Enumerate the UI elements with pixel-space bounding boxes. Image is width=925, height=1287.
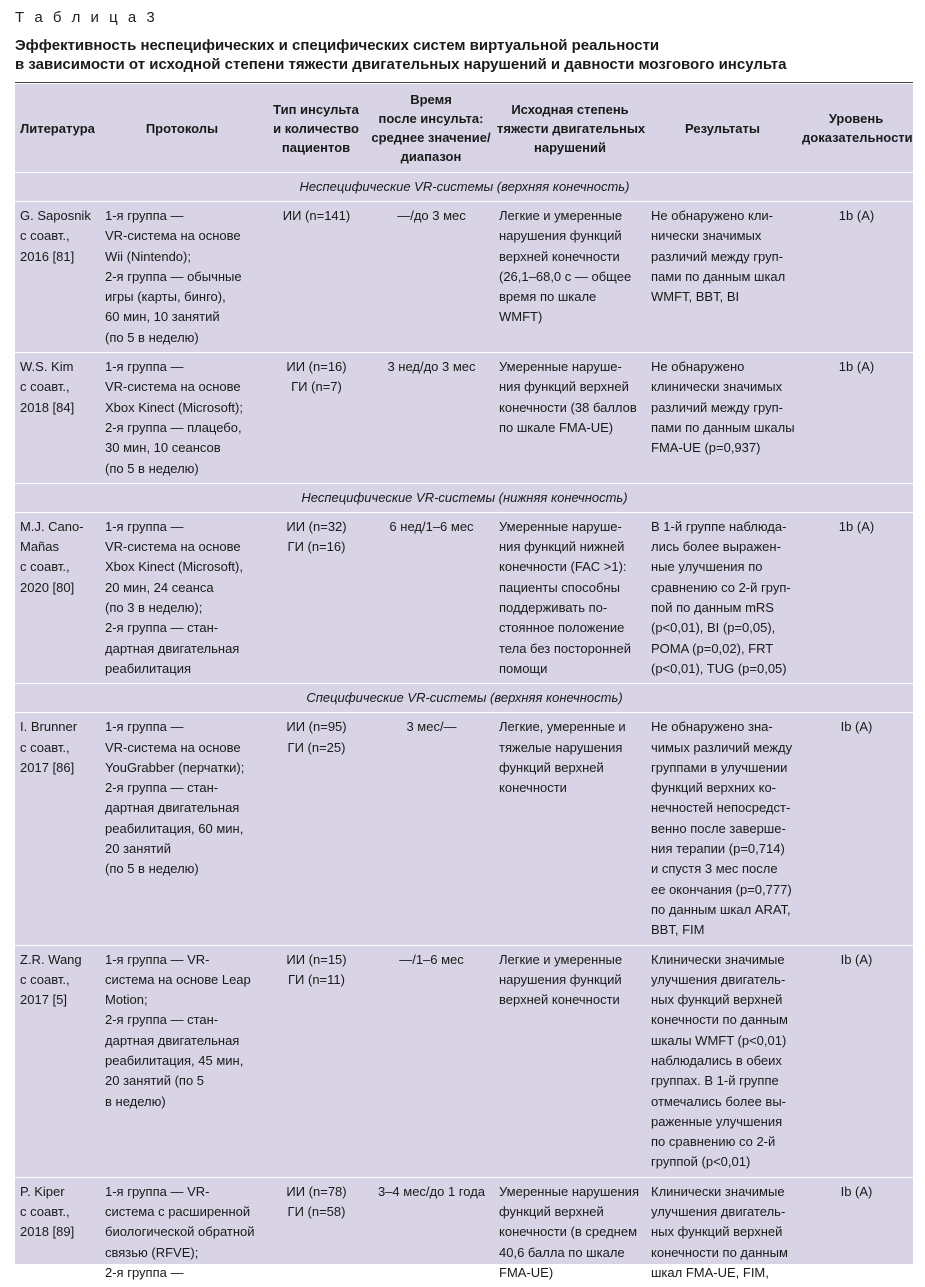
cell-text-line: верхней конечности [499, 990, 642, 1010]
literature-cell [15, 945, 100, 1177]
baseline-severity-cell [494, 202, 646, 353]
cell-text-line: по шкале FMA-UE) [499, 418, 642, 438]
evidence-level-cell [799, 1177, 913, 1287]
table-row [15, 945, 913, 1177]
results-cell [646, 512, 799, 683]
cell-text-line: 2-я группа — плацебо, [105, 418, 260, 438]
cell-text-line: 2-я группа — обычные [105, 267, 260, 287]
cell-text-line: Ib (A) [804, 717, 909, 737]
cell-text-line: 1b (A) [804, 357, 909, 377]
cell-text-line: VR-система на основе [105, 738, 260, 758]
cell-text-line: 40,6 балла по шкале [499, 1243, 642, 1263]
cell-text-line: —/1–6 мес [373, 950, 490, 970]
cell-text-line: функций верхней [499, 1202, 642, 1222]
cell-text-line: ные улучшения по [651, 557, 795, 577]
stroke-type-cell [264, 353, 368, 484]
cell-text-line: в неделю) [105, 1092, 260, 1112]
cell-text-line: ных функций верхней [651, 1222, 795, 1242]
cell-text-line: ГИ (n=25) [269, 738, 364, 758]
cell-text-line: G. Saposnik [20, 206, 96, 226]
cell-text-line: WMFT, BBT, BI [651, 287, 795, 307]
cell-text-line: с соавт., [20, 377, 96, 397]
cell-text-line: ния функций верхней [499, 377, 642, 397]
header-text-line: Литература [18, 119, 97, 138]
header-text-line: диапазон [371, 147, 491, 166]
literature-cell [15, 353, 100, 484]
cell-text-line: 1-я группа — [105, 717, 260, 737]
cell-text-line: система с расширенной [105, 1202, 260, 1222]
header-text-line: нарушений [497, 138, 643, 157]
cell-text-line: (по 5 в неделю) [105, 328, 260, 348]
results-cell [646, 1177, 799, 1287]
cell-text-line: Xbox Kinect (Microsoft), [105, 557, 260, 577]
header-text-line: доказательности [802, 128, 910, 147]
cell-text-line: 2018 [84] [20, 398, 96, 418]
cell-text-line: 2-я группа — [105, 1263, 260, 1283]
protocols-cell [100, 512, 264, 683]
cell-text-line: лись более выражен- [651, 537, 795, 557]
cell-text-line: пациенты способны [499, 578, 642, 598]
col-evidence-level-header [799, 84, 913, 173]
cell-text-line: Легкие и умеренные [499, 950, 642, 970]
stroke-type-cell [264, 713, 368, 945]
cell-text-line: группах. В 1-й группе [651, 1071, 795, 1091]
cell-text-line: ИИ (n=16) [269, 357, 364, 377]
cell-text-line: Легкие и умеренные [499, 206, 642, 226]
cell-text-line: с соавт., [20, 970, 96, 990]
cell-text-line: 60 мин, 10 занятий [105, 307, 260, 327]
time-after-stroke-cell [368, 1177, 494, 1287]
cell-text-line: наблюдались в обеих [651, 1051, 795, 1071]
evidence-level-cell [799, 713, 913, 945]
cell-text-line: группой (p<0,01) [651, 1152, 795, 1172]
cell-text-line: Ib (A) [804, 1182, 909, 1202]
protocols-cell [100, 713, 264, 945]
cell-text-line: YouGrabber (перчатки); [105, 758, 260, 778]
cell-text-line: 20 занятий (по 5 [105, 1071, 260, 1091]
cell-text-line: 2020 [80] [20, 578, 96, 598]
cell-text-line: BBT, FIM [651, 920, 795, 940]
cell-text-line: улучшения двигатель- [651, 1202, 795, 1222]
header-text-line: Исходная степень [497, 100, 643, 119]
cell-text-line: с соавт., [20, 557, 96, 577]
baseline-severity-cell [494, 713, 646, 945]
cell-text-line: с соавт., [20, 226, 96, 246]
cell-text-line: Z.R. Wang [20, 950, 96, 970]
section-row [15, 173, 913, 202]
section-row [15, 483, 913, 512]
cell-text-line: Умеренные наруше- [499, 357, 642, 377]
cell-text-line: 2017 [5] [20, 990, 96, 1010]
cell-text-line: конечности (38 баллов [499, 398, 642, 418]
cell-text-line: Не обнаружено зна- [651, 717, 795, 737]
cell-text-line: дартная двигательная [105, 1031, 260, 1051]
cell-text-line: P. Kiper [20, 1182, 96, 1202]
data-table [15, 84, 913, 1287]
cell-text-line: I. Brunner [20, 717, 96, 737]
cell-text-line: игры (карты, бинго), [105, 287, 260, 307]
cell-text-line: ИИ (n=78) [269, 1182, 364, 1202]
cell-text-line: POMA (p=0,02), FRT [651, 639, 795, 659]
col-protocols-header [100, 84, 264, 173]
cell-text-line: Wii (Nintendo); [105, 247, 260, 267]
stroke-type-cell [264, 512, 368, 683]
col-stroke-type-header [264, 84, 368, 173]
cell-text-line: 2018 [89] [20, 1222, 96, 1242]
col-results-header [646, 84, 799, 173]
cell-text-line: время по шкале [499, 287, 642, 307]
cell-text-line: Умеренные нарушения [499, 1182, 642, 1202]
stroke-type-cell [264, 202, 368, 353]
cell-text-line: связью (RFVE); [105, 1243, 260, 1263]
cell-text-line: Motion; [105, 990, 260, 1010]
cell-text-line: Не обнаружено кли- [651, 206, 795, 226]
cell-text-line: поддерживать по- [499, 598, 642, 618]
table-row [15, 202, 913, 353]
cell-text-line: W.S. Kim [20, 357, 96, 377]
cell-text-line: WMFT) [499, 307, 642, 327]
cell-text-line: с соавт., [20, 1202, 96, 1222]
cell-text-line: и спустя 3 мес после [651, 859, 795, 879]
table-top-rule [15, 82, 913, 83]
cell-text-line: ГИ (n=7) [269, 377, 364, 397]
baseline-severity-cell [494, 1177, 646, 1287]
col-baseline-severity-header [494, 84, 646, 173]
table-row [15, 713, 913, 945]
cell-text-line: Mañas [20, 537, 96, 557]
cell-text-line: верхней конечности [499, 247, 642, 267]
header-text-line: Уровень [802, 109, 910, 128]
literature-cell [15, 202, 100, 353]
cell-text-line: (p<0,01), TUG (p=0,05) [651, 659, 795, 679]
cell-text-line: биологической обратной [105, 1222, 260, 1242]
cell-text-line: ее окончания (p=0,777) [651, 880, 795, 900]
cell-text-line: ИИ (n=141) [269, 206, 364, 226]
section-heading: Специфические VR-системы (верхняя конечность) [15, 684, 913, 713]
cell-text-line: пой по данным mRS [651, 598, 795, 618]
table-row [15, 353, 913, 484]
header-row [15, 84, 913, 173]
cell-text-line: нарушения функций [499, 226, 642, 246]
cell-text-line: 6 нед/1–6 мес [373, 517, 490, 537]
time-after-stroke-cell [368, 512, 494, 683]
results-cell [646, 713, 799, 945]
cell-text-line: реабилитация [105, 659, 260, 679]
cell-text-line: ГИ (n=11) [269, 970, 364, 990]
baseline-severity-cell [494, 512, 646, 683]
cell-text-line: VR-система на основе [105, 377, 260, 397]
stroke-type-cell [264, 1177, 368, 1287]
time-after-stroke-cell [368, 353, 494, 484]
cell-text-line: реабилитация, 45 мин, [105, 1051, 260, 1071]
cell-text-line: 1b (A) [804, 206, 909, 226]
table-container [15, 84, 913, 1264]
literature-cell [15, 1177, 100, 1287]
cell-text-line: ИИ (n=15) [269, 950, 364, 970]
cell-text-line: VR-система на основе [105, 537, 260, 557]
cell-text-line: Умеренные наруше- [499, 517, 642, 537]
table-label: Т а б л и ц а 3 [15, 9, 158, 26]
section-heading: Неспецифические VR-системы (нижняя конечность) [15, 483, 913, 512]
cell-text-line: Клинически значимые [651, 950, 795, 970]
cell-text-line: 3 мес/— [373, 717, 490, 737]
cell-text-line: венно после заверше- [651, 819, 795, 839]
cell-text-line: 1-я группа — [105, 517, 260, 537]
cell-text-line: Ib (A) [804, 950, 909, 970]
time-after-stroke-cell [368, 202, 494, 353]
cell-text-line: конечности (FAC >1): [499, 557, 642, 577]
cell-text-line: Не обнаружено [651, 357, 795, 377]
table-header [15, 84, 913, 173]
header-text-line: пациентов [267, 138, 365, 157]
cell-text-line: различий между груп- [651, 247, 795, 267]
literature-cell [15, 512, 100, 683]
stroke-type-cell [264, 945, 368, 1177]
cell-text-line: 2016 [81] [20, 247, 96, 267]
cell-text-line: 20 занятий [105, 839, 260, 859]
cell-text-line: 2017 [86] [20, 758, 96, 778]
cell-text-line: чимых различий между [651, 738, 795, 758]
cell-text-line: по сравнению со 2-й [651, 1132, 795, 1152]
header-text-line: после инсульта: [371, 109, 491, 128]
table-row [15, 512, 913, 683]
cell-text-line: нечностей непосредст- [651, 798, 795, 818]
table-title-line: в зависимости от исходной степени тяжести двигательных нарушений и давности мозгового инсульта [15, 55, 915, 74]
cell-text-line: FMA-UE) [499, 1263, 642, 1283]
cell-text-line: (p<0,01), BI (p=0,05), [651, 618, 795, 638]
protocols-cell [100, 202, 264, 353]
col-time-after-stroke-header [368, 84, 494, 173]
table-title-line: Эффективность неспецифических и специфических систем виртуальной реальности [15, 36, 915, 55]
cell-text-line: шкалы WMFT (p<0,01) [651, 1031, 795, 1051]
cell-text-line: отмечались более вы- [651, 1092, 795, 1112]
evidence-level-cell [799, 202, 913, 353]
cell-text-line: (по 5 в неделю) [105, 459, 260, 479]
cell-text-line: 1-я группа — VR- [105, 1182, 260, 1202]
evidence-level-cell [799, 353, 913, 484]
cell-text-line: В 1-й группе наблюда- [651, 517, 795, 537]
baseline-severity-cell [494, 945, 646, 1177]
cell-text-line: конечности по данным [651, 1010, 795, 1030]
cell-text-line: по данным шкал ARAT, [651, 900, 795, 920]
cell-text-line: пами по данным шкал [651, 267, 795, 287]
cell-text-line: нически значимых [651, 226, 795, 246]
cell-text-line: раженные улучшения [651, 1112, 795, 1132]
cell-text-line: M.J. Cano- [20, 517, 96, 537]
header-text-line: тяжести двигательных [497, 119, 643, 138]
cell-text-line: ных функций верхней [651, 990, 795, 1010]
cell-text-line: 30 мин, 10 сеансов [105, 438, 260, 458]
results-cell [646, 353, 799, 484]
cell-text-line: конечности (в среднем [499, 1222, 642, 1242]
evidence-level-cell [799, 945, 913, 1177]
protocols-cell [100, 945, 264, 1177]
cell-text-line: шкал FMA-UE, FIM, [651, 1263, 795, 1283]
cell-text-line: 20 мин, 24 сеанса [105, 578, 260, 598]
cell-text-line: функций верхних ко- [651, 778, 795, 798]
col-literature-header [15, 84, 100, 173]
cell-text-line: 3–4 мес/до 1 года [373, 1182, 490, 1202]
header-text-line: среднее значение/ [371, 128, 491, 147]
cell-text-line: ИИ (n=95) [269, 717, 364, 737]
cell-text-line: улучшения двигатель- [651, 970, 795, 990]
cell-text-line: 1-я группа — [105, 357, 260, 377]
time-after-stroke-cell [368, 945, 494, 1177]
cell-text-line: пами по данным шкалы [651, 418, 795, 438]
cell-text-line: клинически значимых [651, 377, 795, 397]
cell-text-line: 3 нед/до 3 мес [373, 357, 490, 377]
cell-text-line: помощи [499, 659, 642, 679]
cell-text-line: группами в улучшении [651, 758, 795, 778]
cell-text-line: с соавт., [20, 738, 96, 758]
header-text-line: Тип инсульта [267, 100, 365, 119]
time-after-stroke-cell [368, 713, 494, 945]
header-text-line: Результаты [649, 119, 796, 138]
cell-text-line: (по 3 в неделю); [105, 598, 260, 618]
cell-text-line: 2-я группа — стан- [105, 778, 260, 798]
cell-text-line: стоянное положение [499, 618, 642, 638]
cell-text-line: ния терапии (p=0,714) [651, 839, 795, 859]
cell-text-line: VR-система на основе [105, 226, 260, 246]
cell-text-line: конечности по данным [651, 1243, 795, 1263]
cell-text-line: тела без посторонней [499, 639, 642, 659]
header-text-line: Протоколы [103, 119, 261, 138]
cell-text-line: ИИ (n=32) [269, 517, 364, 537]
cell-text-line: (по 5 в неделю) [105, 859, 260, 879]
header-text-line: и количество [267, 119, 365, 138]
cell-text-line: ГИ (n=58) [269, 1202, 364, 1222]
header-text-line: Время [371, 90, 491, 109]
cell-text-line: FMA-UE (p=0,937) [651, 438, 795, 458]
cell-text-line: 2-я группа — стан- [105, 1010, 260, 1030]
cell-text-line: функций верхней [499, 758, 642, 778]
protocols-cell [100, 1177, 264, 1287]
cell-text-line: 1-я группа — [105, 206, 260, 226]
cell-text-line: ГИ (n=16) [269, 537, 364, 557]
section-row [15, 684, 913, 713]
cell-text-line: 1b (A) [804, 517, 909, 537]
cell-text-line: ния функций нижней [499, 537, 642, 557]
cell-text-line: реабилитация, 60 мин, [105, 819, 260, 839]
cell-text-line: 2-я группа — стан- [105, 618, 260, 638]
literature-cell [15, 713, 100, 945]
cell-text-line: —/до 3 мес [373, 206, 490, 226]
cell-text-line: тяжелые нарушения [499, 738, 642, 758]
cell-text-line: различий между груп- [651, 398, 795, 418]
cell-text-line: нарушения функций [499, 970, 642, 990]
cell-text-line: (26,1–68,0 с — общее [499, 267, 642, 287]
results-cell [646, 202, 799, 353]
cell-text-line: дартная двигательная [105, 798, 260, 818]
cell-text-line: Легкие, умеренные и [499, 717, 642, 737]
cell-text-line: Xbox Kinect (Microsoft); [105, 398, 260, 418]
results-cell [646, 945, 799, 1177]
cell-text-line: система на основе Leap [105, 970, 260, 990]
section-heading: Неспецифические VR-системы (верхняя конечность) [15, 173, 913, 202]
table-body [15, 173, 913, 1287]
cell-text-line: сравнению со 2-й груп- [651, 578, 795, 598]
baseline-severity-cell [494, 353, 646, 484]
evidence-level-cell [799, 512, 913, 683]
cell-text-line: Клинически значимые [651, 1182, 795, 1202]
cell-text-line: дартная двигательная [105, 639, 260, 659]
protocols-cell [100, 353, 264, 484]
table-row [15, 1177, 913, 1287]
table-title [15, 36, 915, 74]
cell-text-line: конечности [499, 778, 642, 798]
cell-text-line: 1-я группа — VR- [105, 950, 260, 970]
